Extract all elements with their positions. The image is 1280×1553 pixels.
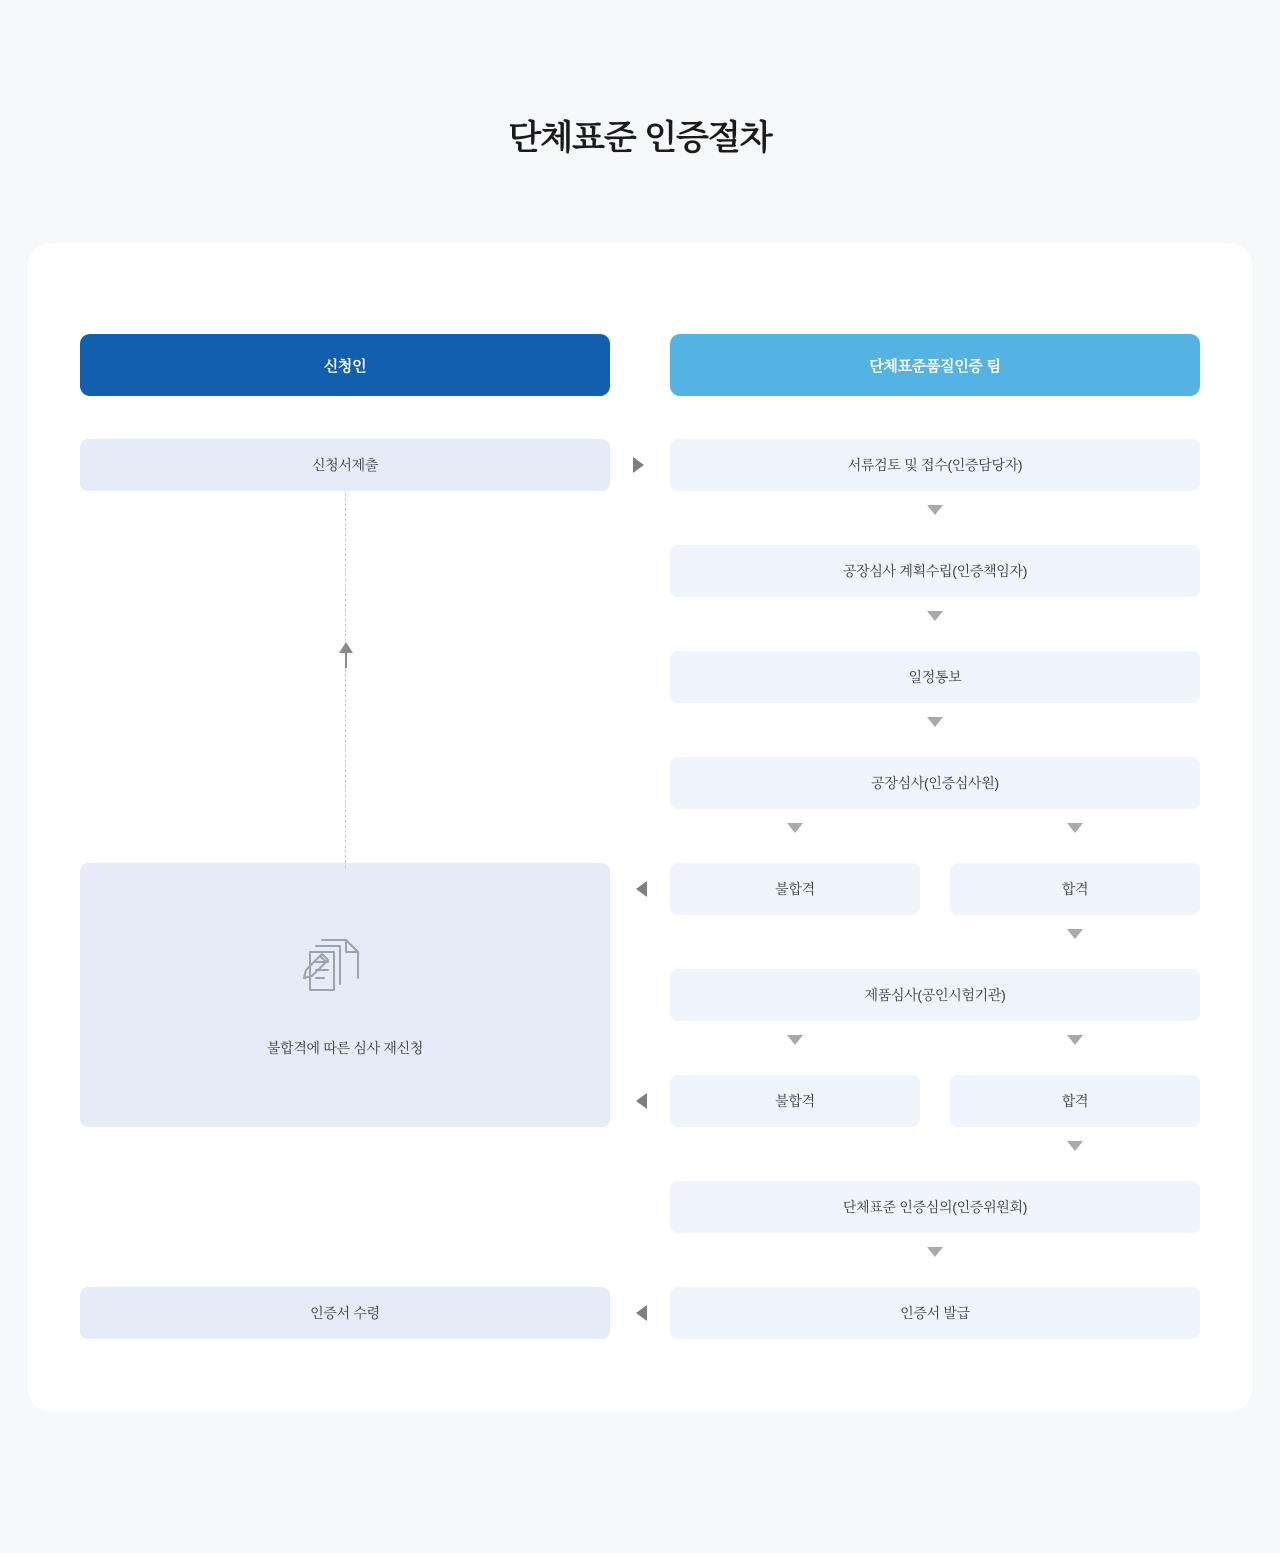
- page-title: 단체표준 인증절차: [508, 119, 772, 157]
- arrow-down-icon: [787, 823, 803, 833]
- step-schedule-notice: 일정통보: [670, 651, 1200, 703]
- arrow-down-icon: [1067, 823, 1083, 833]
- step-product-test: 제품심사(공인시험기관): [670, 969, 1200, 1021]
- arrow-down-icon: [927, 1247, 943, 1257]
- arrow-left-icon: [636, 1093, 647, 1109]
- document-edit-icon: [300, 930, 368, 998]
- step-factory-pass: 합격: [950, 863, 1200, 915]
- step-product-pass: 합격: [950, 1075, 1200, 1127]
- flowchart: [28, 243, 1252, 1411]
- arrow-left-icon: [636, 881, 647, 897]
- arrow-down-icon: [927, 505, 943, 515]
- step-reapply-label: 불합격에 따른 심사 재신청: [266, 1040, 424, 1056]
- feedback-dashed-line: [345, 493, 346, 868]
- step-submit-application: 신청서제출: [80, 439, 610, 491]
- arrow-left-icon: [636, 1305, 647, 1321]
- step-audit-plan: 공장심사 계획수립(인증책임자): [670, 545, 1200, 597]
- arrow-down-icon: [927, 611, 943, 621]
- arrow-down-icon: [1067, 929, 1083, 939]
- column-header-team: 단체표준품질인증 팀: [670, 334, 1200, 396]
- step-factory-audit: 공장심사(인증심사원): [670, 757, 1200, 809]
- arrow-down-icon: [1067, 1141, 1083, 1151]
- step-receive-certificate: 인증서 수령: [80, 1287, 610, 1339]
- step-certification-deliberation: 단체표준 인증심의(인증위원회): [670, 1181, 1200, 1233]
- arrow-up-icon: [338, 642, 354, 668]
- arrow-down-icon: [927, 717, 943, 727]
- step-factory-fail: 불합격: [670, 863, 920, 915]
- column-header-applicant: 신청인: [80, 334, 610, 396]
- arrow-down-icon: [787, 1035, 803, 1045]
- step-document-review: 서류검토 및 접수(인증담당자): [670, 439, 1200, 491]
- arrow-down-icon: [1067, 1035, 1083, 1045]
- step-product-fail: 불합격: [670, 1075, 920, 1127]
- step-issue-certificate: 인증서 발급: [670, 1287, 1200, 1339]
- flow-card: [28, 243, 1252, 1411]
- arrow-right-icon: [633, 457, 644, 473]
